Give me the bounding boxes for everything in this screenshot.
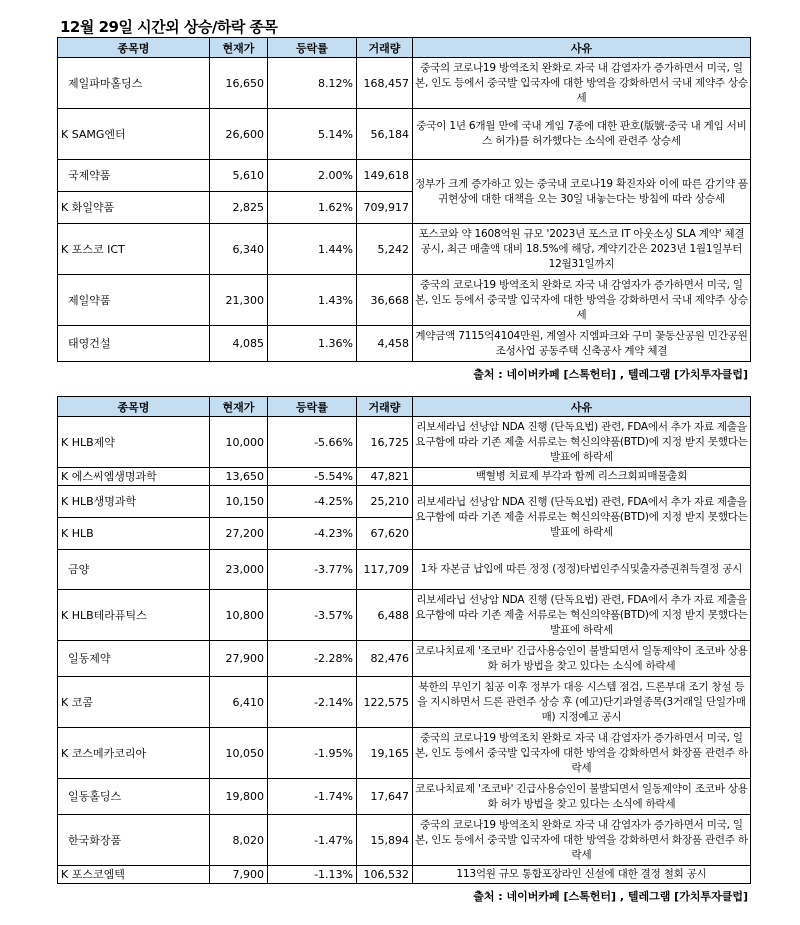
stock-reason: 포스코와 약 1608억원 규모 '2023년 포스코 IT 아웃소싱 SLA 계약' 체결 공시, 최근 매출액 대비 18.5%에 해당, 계약기간은 2023년 1월1일부터 12월31일까지	[413, 224, 751, 275]
stock-reason: 중국의 코로나19 방역조치 완화로 자국 내 감염자가 증가하면서 미국, 일본, 인도 등에서 중국발 입국자에 대한 방역을 강화하면서 국내 제약주 상승세	[413, 58, 751, 109]
stock-name: K HLB테라퓨틱스	[58, 590, 210, 641]
stock-change: 8.12%	[268, 58, 357, 109]
stock-volume: 709,917	[357, 192, 413, 224]
stock-price: 5,610	[210, 160, 268, 192]
stock-volume: 6,488	[357, 590, 413, 641]
stock-volume: 117,709	[357, 550, 413, 590]
header-volume: 거래량	[357, 397, 413, 417]
stock-name: 태영건설	[58, 326, 210, 362]
stock-price: 10,000	[210, 417, 268, 468]
stock-volume: 16,725	[357, 417, 413, 468]
stock-price: 8,020	[210, 815, 268, 866]
stock-change: -1.47%	[268, 815, 357, 866]
stock-name: K HLB	[58, 518, 210, 550]
stock-change: 2.00%	[268, 160, 357, 192]
stock-volume: 19,165	[357, 728, 413, 779]
stock-price: 23,000	[210, 550, 268, 590]
table-row	[58, 641, 751, 677]
stock-volume: 47,821	[357, 468, 413, 486]
header-change: 등락률	[268, 38, 357, 58]
stock-change: -4.25%	[268, 486, 357, 518]
stock-reason: 정부가 크게 증가하고 있는 중국내 코로나19 확진자와 이에 따른 감기약 품귀현상에 대한 대책을 오는 30일 내놓는다는 방침에 따라 상승세	[413, 160, 751, 224]
stock-price: 27,200	[210, 518, 268, 550]
stock-price: 6,410	[210, 677, 268, 728]
stock-volume: 82,476	[357, 641, 413, 677]
stock-price: 19,800	[210, 779, 268, 815]
source-note: 출처 : 네이버카페 [스톡헌터] , 텔레그램 [가치투자클럽]	[473, 890, 748, 903]
table-row	[58, 866, 751, 884]
stock-change: 1.44%	[268, 224, 357, 275]
stock-change: 1.62%	[268, 192, 357, 224]
table-row	[58, 58, 751, 109]
stock-change: -3.77%	[268, 550, 357, 590]
stock-name: K SAMG엔터	[58, 109, 210, 160]
stock-change: -1.13%	[268, 866, 357, 884]
header-change: 등락률	[268, 397, 357, 417]
stock-price: 4,085	[210, 326, 268, 362]
stock-name: 국제약품	[58, 160, 210, 192]
table-row	[58, 417, 751, 468]
stock-price: 21,300	[210, 275, 268, 326]
stock-reason: 중국이 1년 6개월 만에 국내 게임 7종에 대한 판호(版號·중국 내 게임 서비스 허가)를 허가했다는 소식에 관련주 상승세	[413, 109, 751, 160]
stock-volume: 5,242	[357, 224, 413, 275]
header-volume: 거래량	[357, 38, 413, 58]
table-row	[58, 590, 751, 641]
stock-change: 5.14%	[268, 109, 357, 160]
stock-reason: 1차 자본금 납입에 따른 정정 (정정)타법인주식및출자증권취득결정 공시	[413, 550, 751, 590]
header-name: 종목명	[58, 38, 210, 58]
table-row	[58, 160, 751, 192]
stock-price: 10,050	[210, 728, 268, 779]
stock-name: 일동제약	[58, 641, 210, 677]
stock-reason: 113억원 규모 통합포장라인 신설에 대한 결정 철회 공시	[413, 866, 751, 884]
stock-volume: 4,458	[357, 326, 413, 362]
header-price: 현재가	[210, 397, 268, 417]
stock-price: 10,800	[210, 590, 268, 641]
stock-volume: 15,894	[357, 815, 413, 866]
stock-name: 제일약품	[58, 275, 210, 326]
stock-name: K 포스코 ICT	[58, 224, 210, 275]
stock-name: K HLB생명과학	[58, 486, 210, 518]
stock-change: -2.28%	[268, 641, 357, 677]
stock-change: 1.36%	[268, 326, 357, 362]
stock-volume: 67,620	[357, 518, 413, 550]
table-row	[58, 275, 751, 326]
stock-volume: 56,184	[357, 109, 413, 160]
stock-volume: 106,532	[357, 866, 413, 884]
stock-name: K 코콤	[58, 677, 210, 728]
stock-name: K 코스메카코리아	[58, 728, 210, 779]
stock-change: -5.54%	[268, 468, 357, 486]
falling-stocks-block	[57, 396, 750, 904]
stock-reason: 리보세라닙 선낭암 NDA 진행 (단독요법) 관련, FDA에서 추가 자료 제출을 요구함에 따라 기존 제출 서류로는 혁신의약품(BTD)에 지정 받지 못했다는 발표에 하락세	[413, 590, 751, 641]
rising-stocks-table	[57, 37, 751, 362]
stock-price: 6,340	[210, 224, 268, 275]
header-price: 현재가	[210, 38, 268, 58]
stock-price: 2,825	[210, 192, 268, 224]
table-row	[58, 224, 751, 275]
stock-volume: 36,668	[357, 275, 413, 326]
stock-change: 1.43%	[268, 275, 357, 326]
header-reason: 사유	[413, 38, 751, 58]
stock-price: 27,900	[210, 641, 268, 677]
stock-price: 13,650	[210, 468, 268, 486]
stock-reason: 중국의 코로나19 방역조치 완화로 자국 내 감염자가 증가하면서 미국, 일본, 인도 등에서 중국발 입국자에 대한 방역을 강화하면서 화장품 관련주 하락세	[413, 728, 751, 779]
stock-change: -2.14%	[268, 677, 357, 728]
stock-name: 제일파마홀딩스	[58, 58, 210, 109]
stock-reason: 중국의 코로나19 방역조치 완화로 자국 내 감염자가 증가하면서 미국, 일본, 인도 등에서 중국발 입국자에 대한 방역을 강화하면서 국내 제약주 상승세	[413, 275, 751, 326]
stock-name: 일동홀딩스	[58, 779, 210, 815]
stock-name: K HLB제약	[58, 417, 210, 468]
stock-name: K 포스코엠텍	[58, 866, 210, 884]
stock-reason: 리보세라닙 선낭암 NDA 진행 (단독요법) 관련, FDA에서 추가 자료 제출을 요구함에 따라 기존 제출 서류로는 혁신의약품(BTD)에 지정 받지 못했다는 발표에 하락세	[413, 417, 751, 468]
stock-volume: 122,575	[357, 677, 413, 728]
stock-price: 26,600	[210, 109, 268, 160]
stock-change: -1.95%	[268, 728, 357, 779]
header-name: 종목명	[58, 397, 210, 417]
stock-name: K 화일약품	[58, 192, 210, 224]
stock-reason: 중국의 코로나19 방역조치 완화로 자국 내 감염자가 증가하면서 미국, 일본, 인도 등에서 중국발 입국자에 대한 방역을 강화하면서 화장품 관련주 하락세	[413, 815, 751, 866]
table-row	[58, 550, 751, 590]
table-row	[58, 468, 751, 486]
stock-reason: 북한의 무인기 침공 이후 정부가 대응 시스템 점검, 드론부대 조기 창설 등을 지시하면서 드론 관련주 상승 후 (예고)단기과열종목(3거래일 단일가매매) 지정예고 공시	[413, 677, 751, 728]
stock-change: -4.23%	[268, 518, 357, 550]
stock-price: 7,900	[210, 866, 268, 884]
stock-change: -5.66%	[268, 417, 357, 468]
header-reason: 사유	[413, 397, 751, 417]
table-row	[58, 815, 751, 866]
stock-reason: 백혈병 치료제 부각과 함께 리스크회피매물출회	[413, 468, 751, 486]
stock-volume: 17,647	[357, 779, 413, 815]
stock-volume: 149,618	[357, 160, 413, 192]
stock-name: K 에스씨엠생명과학	[58, 468, 210, 486]
stock-price: 16,650	[210, 58, 268, 109]
stock-name: 금양	[58, 550, 210, 590]
page-title: 12월 29일 시간외 상승/하락 종목	[60, 18, 278, 36]
table-header-row	[58, 38, 751, 58]
table-row	[58, 109, 751, 160]
table-row	[58, 677, 751, 728]
falling-stocks-table	[57, 396, 751, 884]
stock-price: 10,150	[210, 486, 268, 518]
table-row	[58, 728, 751, 779]
stock-volume: 168,457	[357, 58, 413, 109]
stock-volume: 25,210	[357, 486, 413, 518]
table-row	[58, 326, 751, 362]
table-row	[58, 486, 751, 518]
stock-reason: 코로나치료제 '조코바' 긴급사용승인이 불발되면서 일동제약이 조코바 상용화 허가 방법을 찾고 있다는 소식에 하락세	[413, 779, 751, 815]
stock-reason: 리보세라닙 선낭암 NDA 진행 (단독요법) 관련, FDA에서 추가 자료 제출을 요구함에 따라 기존 제출 서류로는 혁신의약품(BTD)에 지정 받지 못했다는 발표에 하락세	[413, 486, 751, 550]
table-row	[58, 779, 751, 815]
rising-stocks-block	[57, 37, 750, 382]
table-header-row	[58, 397, 751, 417]
stock-reason: 계약금액 7115억4104만원, 계열사 지엠파크와 구미 꽃동산공원 민간공원조성사업 공동주택 신축공사 계약 체결	[413, 326, 751, 362]
stock-change: -1.74%	[268, 779, 357, 815]
stock-reason: 코로나치료제 '조코바' 긴급사용승인이 불발되면서 일동제약이 조코바 상용화 허가 방법을 찾고 있다는 소식에 하락세	[413, 641, 751, 677]
source-note: 출처 : 네이버카페 [스톡헌터] , 텔레그램 [가치투자클럽]	[473, 368, 748, 381]
stock-name: 한국화장품	[58, 815, 210, 866]
stock-change: -3.57%	[268, 590, 357, 641]
